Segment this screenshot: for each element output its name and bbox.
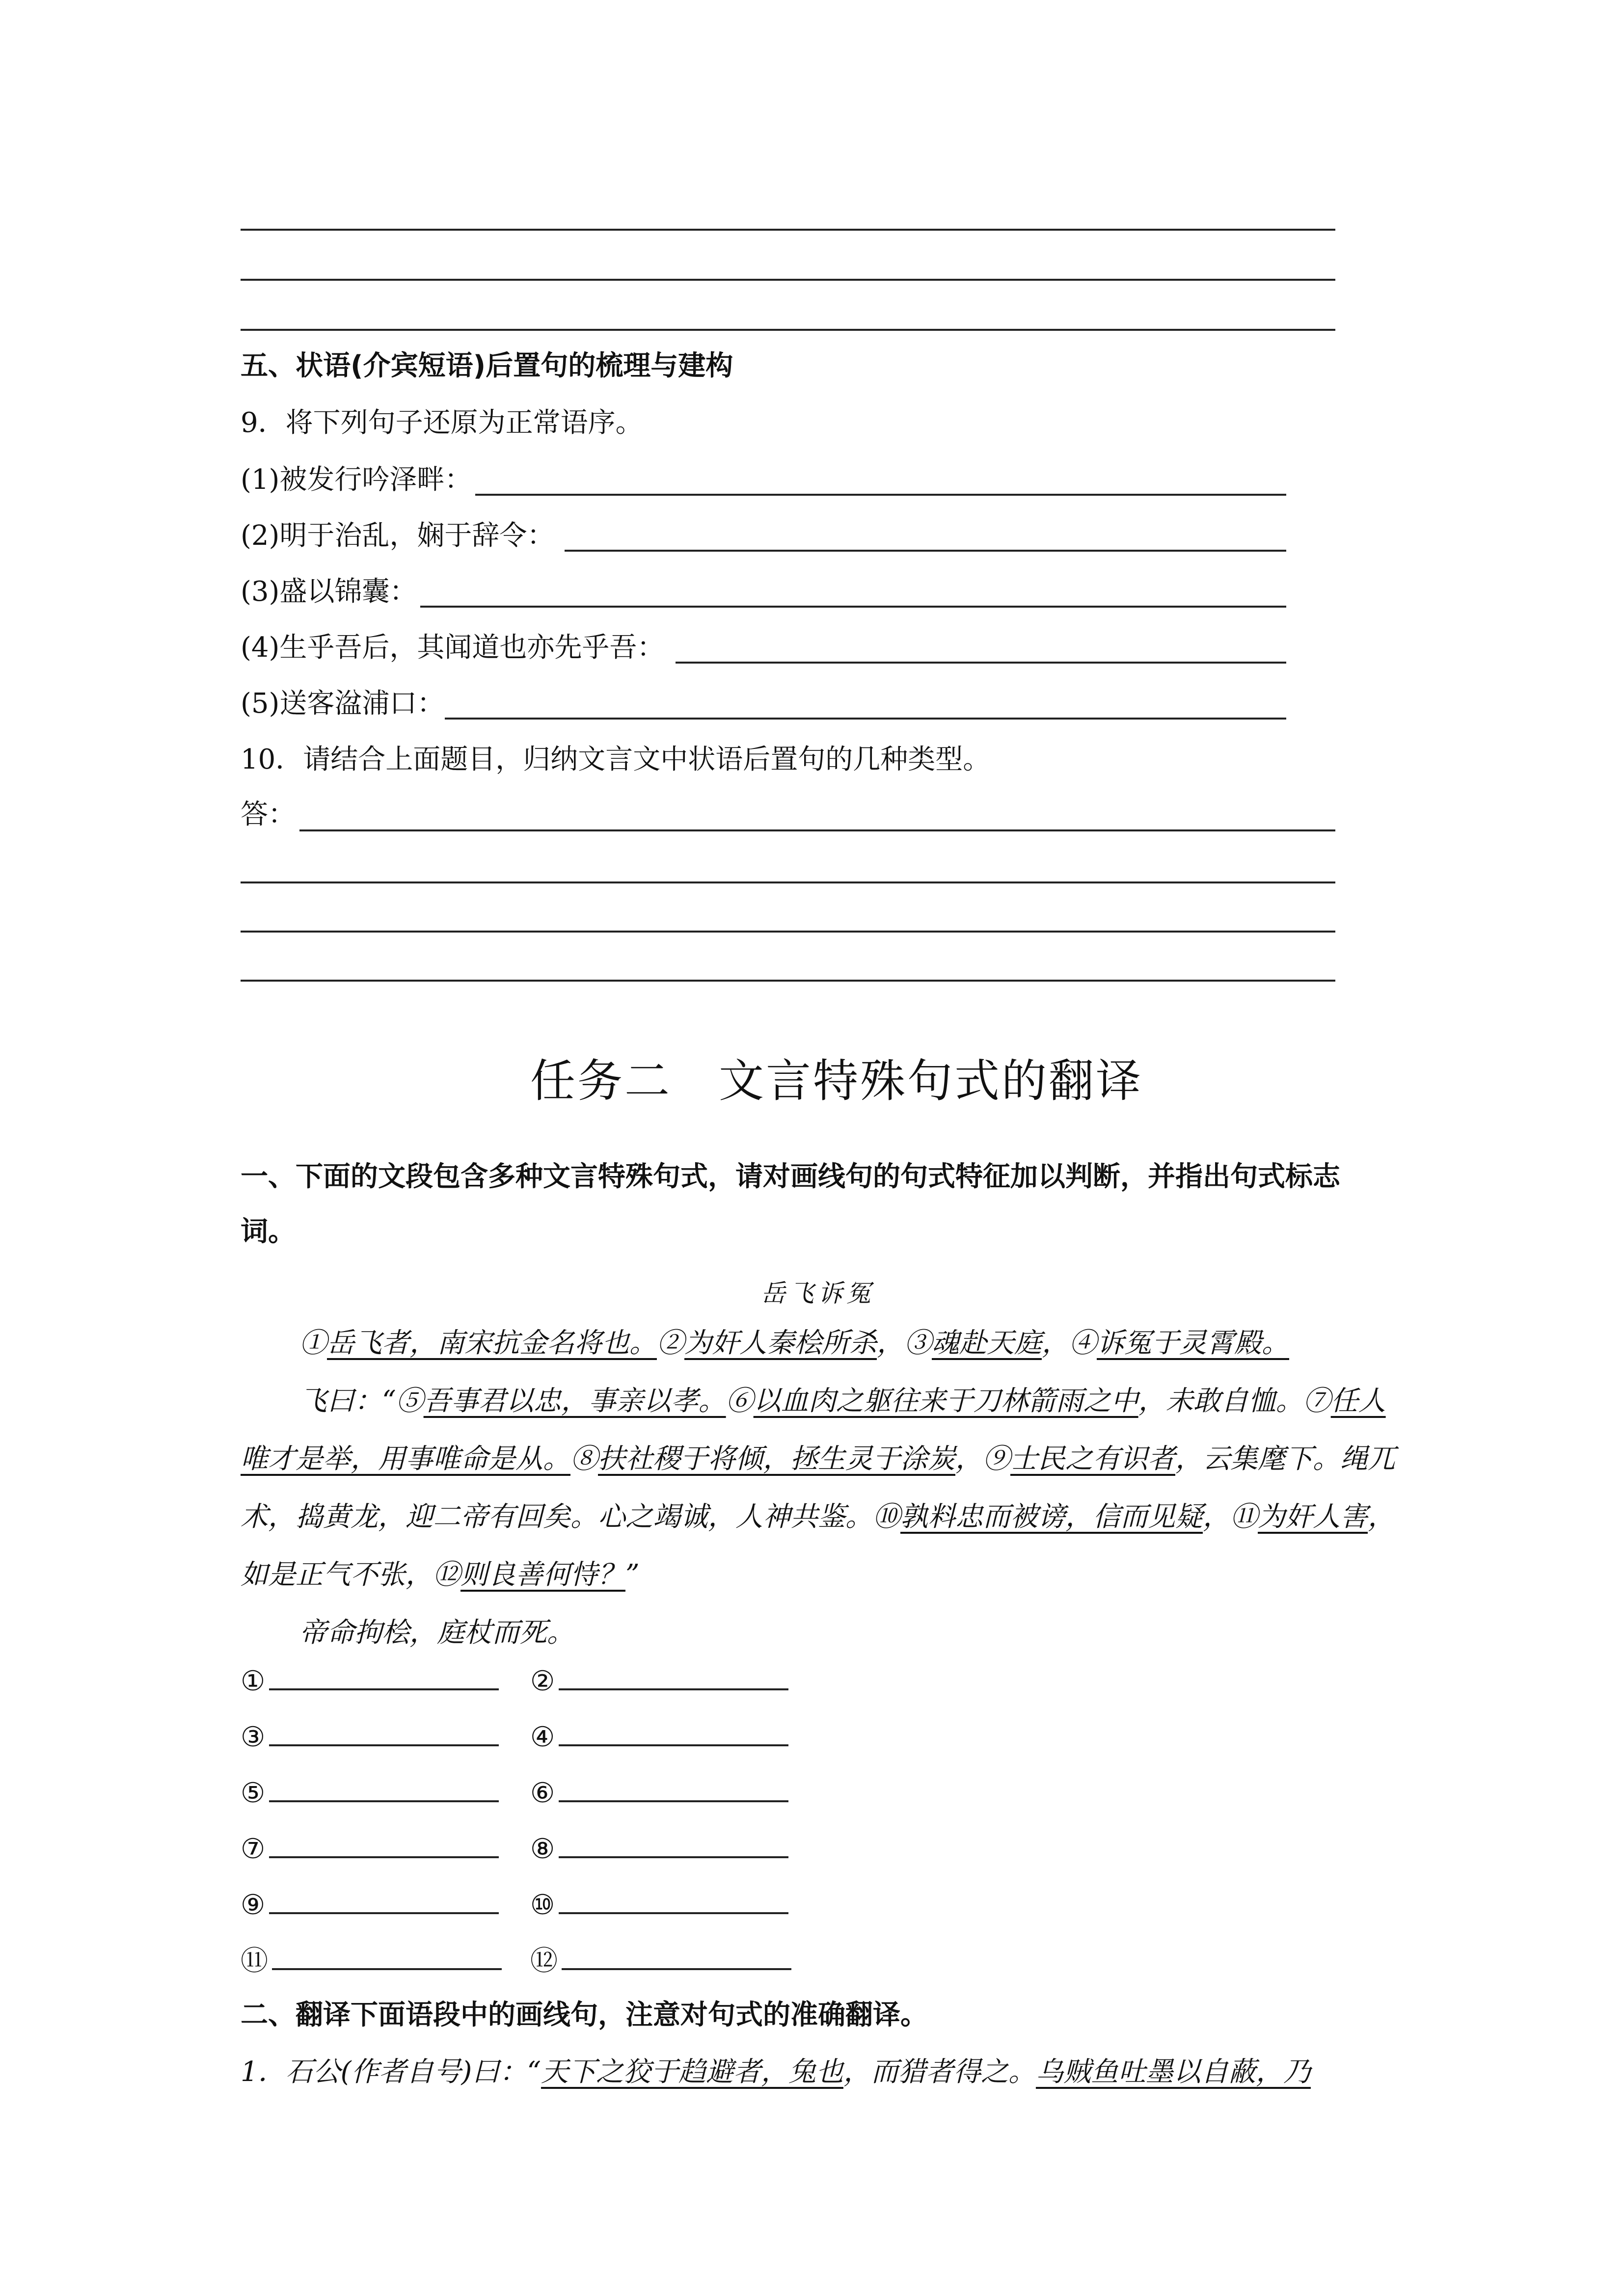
underlined-sentence: 则良善何恃？ bbox=[460, 1559, 625, 1591]
blank-12: ⑫ bbox=[530, 1939, 791, 1981]
answer-line[interactable] bbox=[241, 229, 1335, 231]
underlined-sentence: 士民之有识者 bbox=[1010, 1443, 1175, 1475]
blank-3: ③ bbox=[241, 1715, 499, 1757]
answer-blank[interactable] bbox=[559, 1771, 788, 1802]
answer-label: 答： bbox=[241, 799, 296, 830]
q9-item-label: (2)明于治乱，娴于辞令： bbox=[241, 520, 555, 552]
q10-answer-line-2[interactable] bbox=[241, 881, 1335, 883]
underlined-sentence: 孰料忠而被谤，信而见疑 bbox=[900, 1501, 1203, 1533]
blank-4: ④ bbox=[530, 1715, 788, 1757]
q9-item-label: (3)盛以锦囊： bbox=[241, 576, 417, 608]
q9-item-label: (4)生乎吾后，其闻道也亦先乎吾： bbox=[241, 632, 665, 664]
answer-blank[interactable] bbox=[269, 1659, 499, 1690]
answer-blank[interactable] bbox=[559, 1883, 788, 1914]
question-10: 10．请结合上面题目，归纳文言文中状语后置句的几种类型。 bbox=[241, 744, 991, 775]
underlined-sentence: 吾事君以忠，事亲以孝。 bbox=[423, 1385, 726, 1417]
q9-answer-line-2[interactable] bbox=[565, 550, 1286, 552]
q9-answer-line-5[interactable] bbox=[445, 718, 1286, 720]
answer-blank[interactable] bbox=[269, 1827, 499, 1858]
underlined-sentence: 乌贼鱼吐墨以自蔽，乃 bbox=[1035, 2056, 1311, 2088]
underlined-sentence: 扶社稷于将倾，拯生灵于涂炭 bbox=[598, 1443, 955, 1475]
part2-question-1: 1．石公(作者自号)曰：“天下之狡于趋避者，兔也，而猎者得之。乌贼鱼吐墨以自蔽，乃 bbox=[241, 2056, 1311, 2088]
passage-paragraph-1: ①岳飞者，南宋抗金名将也。②为奸人秦桧所杀，③魂赴天庭，④诉冤于灵霄殿。 bbox=[299, 1327, 1289, 1359]
passage-paragraph-2: 飞曰：“⑤吾事君以忠，事亲以孝。⑥以血肉之躯往来于刀林箭雨之中，未敢自恤。⑦任人唯才是举，用事唯命是从。⑧扶社稷于将倾，拯生灵于涂炭，⑨士民之有识者，云集麾下。绳兀术，捣黄龙，迎二帝有回矣。心之竭诚，人神共鉴。⑩孰料忠而被谤，信而见疑，⑪为奸人害，如是正气不张，⑫则良善何恃？” bbox=[241, 1385, 1395, 1591]
q10-answer-line-1[interactable] bbox=[299, 829, 1335, 831]
underlined-sentence: 以血肉之躯往来于刀林箭雨之中 bbox=[753, 1385, 1138, 1417]
underlined-sentence: 诉冤于灵霄殿。 bbox=[1097, 1327, 1289, 1359]
section5-heading: 五、状语(介宾短语)后置句的梳理与建构 bbox=[241, 350, 733, 382]
underlined-sentence: 魂赴天庭 bbox=[932, 1327, 1042, 1359]
blank-9: ⑨ bbox=[241, 1883, 499, 1925]
passage-paragraph-3: 帝命拘桧，庭杖而死。 bbox=[299, 1617, 574, 1649]
q10-answer-line-3[interactable] bbox=[241, 931, 1335, 933]
passage bbox=[241, 1314, 1399, 1662]
q9-item-3 bbox=[241, 572, 417, 612]
blank-5: ⑤ bbox=[241, 1771, 499, 1813]
underlined-sentence: 岳飞者，南宋抗金名将也。 bbox=[327, 1327, 657, 1359]
q10-answer-line-4[interactable] bbox=[241, 980, 1335, 982]
q9-item-4 bbox=[241, 628, 664, 667]
q9-item-label: (1)被发行吟泽畔： bbox=[241, 464, 472, 496]
underlined-sentence: 为奸人害 bbox=[1258, 1501, 1368, 1533]
blank-7: ⑦ bbox=[241, 1827, 499, 1869]
q9-item-label: (5)送客湓浦口： bbox=[241, 688, 445, 720]
part2-heading: 二、翻译下面语段中的画线句，注意对句式的准确翻译。 bbox=[241, 1999, 928, 2031]
answer-blank[interactable] bbox=[562, 1939, 791, 1970]
answer-blank[interactable] bbox=[269, 1771, 499, 1802]
answer-blank[interactable] bbox=[559, 1659, 788, 1690]
blank-10: ⑩ bbox=[530, 1883, 788, 1925]
part1-heading-line2: 词。 bbox=[241, 1216, 296, 1248]
task2-title: 任务二 文言特殊句式的翻译 bbox=[530, 1055, 1143, 1107]
q9-answer-line-1[interactable] bbox=[475, 494, 1286, 496]
q9-answer-line-3[interactable] bbox=[420, 606, 1286, 608]
q9-answer-line-4[interactable] bbox=[676, 662, 1286, 664]
question-9: 9．将下列句子还原为正常语序。 bbox=[241, 407, 643, 439]
answer-blank[interactable] bbox=[269, 1883, 499, 1914]
blank-1: ① bbox=[241, 1659, 499, 1701]
blank-2: ② bbox=[530, 1659, 788, 1701]
q9-item-5 bbox=[241, 684, 444, 723]
underlined-sentence: 任人唯才是举，用事唯命是从。 bbox=[241, 1385, 1386, 1475]
answer-blank[interactable] bbox=[269, 1715, 499, 1746]
answer-blank[interactable] bbox=[559, 1715, 788, 1746]
q9-item-2 bbox=[241, 516, 554, 556]
answer-blank[interactable] bbox=[559, 1827, 788, 1858]
passage-title: 岳飞诉冤 bbox=[761, 1279, 875, 1308]
blank-8: ⑧ bbox=[530, 1827, 788, 1869]
part1-heading-line1: 一、下面的文段包含多种文言特殊句式，请对画线句的句式特征加以判断，并指出句式标志 bbox=[241, 1161, 1340, 1193]
blank-11: ⑪ bbox=[241, 1939, 502, 1981]
underlined-sentence: 天下之狡于趋避者，兔也 bbox=[541, 2056, 843, 2088]
blank-6: ⑥ bbox=[530, 1771, 788, 1813]
answer-blank[interactable] bbox=[272, 1939, 502, 1970]
q9-item-1 bbox=[241, 460, 472, 500]
answer-line[interactable] bbox=[241, 329, 1335, 331]
underlined-sentence: 为奸人秦桧所杀 bbox=[684, 1327, 877, 1359]
answer-line[interactable] bbox=[241, 279, 1335, 281]
